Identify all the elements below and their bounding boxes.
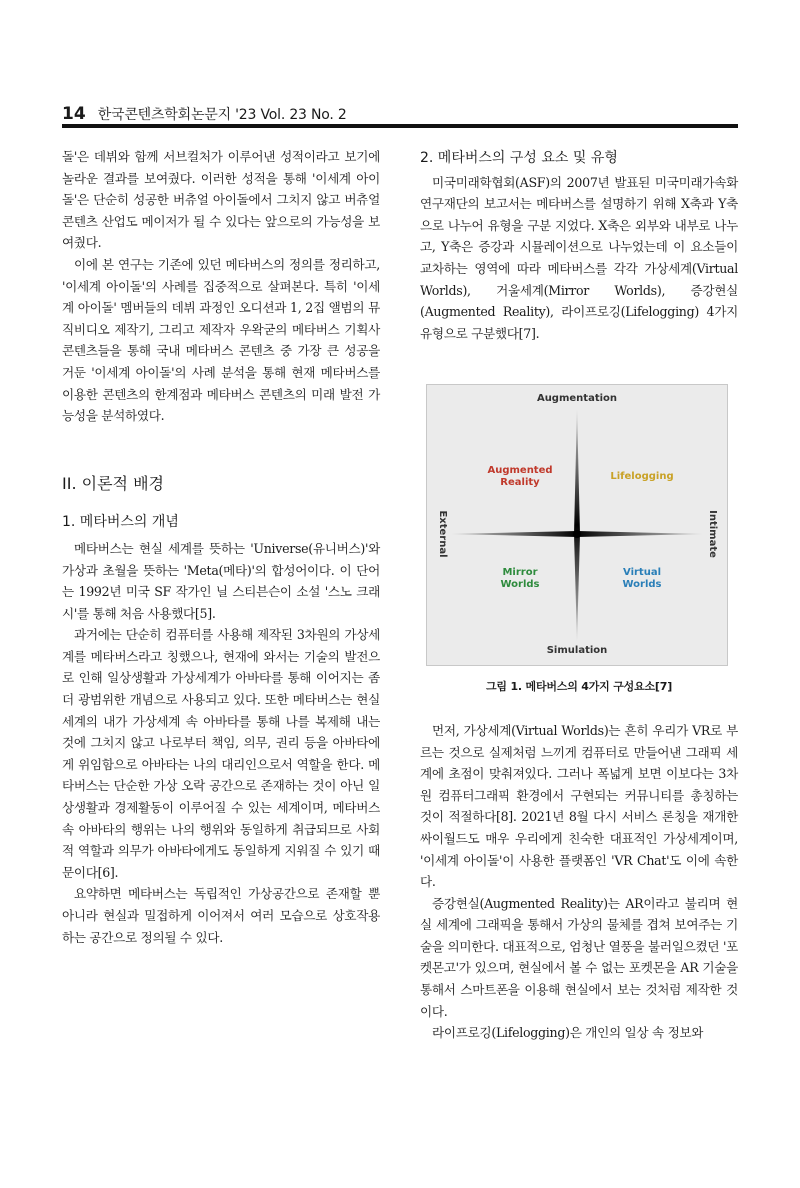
paragraph: 메타버스는 현실 세계를 뜻하는 'Universe(유니버스)'와 가상과 초월을 뜻하는 'Meta(메타)'의 합성어이다. 이 단어는 1992년 미국 SF 작가인 닐 스티븐슨이 소설 '스노 크래시'를 통해 처음 사용했다[5]. (62, 540, 380, 621)
paragraph: 라이프로깅(Lifelogging)은 개인의 일상 속 정보와 (432, 1025, 704, 1041)
right-column (420, 146, 738, 1044)
figure-caption: 그림 1. 메타버스의 4가지 구성요소[7] (485, 680, 673, 694)
axis-label-top: Augmentation (536, 393, 618, 405)
journal-title: 한국콘텐츠학회논문지 '23 Vol. 23 No. 2 (97, 107, 347, 123)
paragraph: 증강현실(Augmented Reality)는 AR이라고 불리며 현실 세계에 그래픽을 통해서 가상의 물체를 겹쳐 보여주는 기술을 의미한다. 대표적으로, 엄청난 열풍을 불러일으켰던 '포켓몬고'가 있으며, 현실에서 볼 수 없는 포켓몬을 AR 기술을 통해서 스마트폰을 이용해 현실에서 보는 것처럼 제작한 것이다. (420, 895, 738, 1019)
quadrant-mirror-worlds: Mirror Worlds (500, 567, 540, 591)
header-rule (62, 124, 738, 128)
quadrant-virtual-worlds: Virtual Worlds (622, 567, 662, 591)
quadrant-axes (427, 385, 727, 665)
subsection-title: 1. 메타버스의 개념 (62, 514, 179, 531)
paragraph: 이에 본 연구는 기존에 있던 메타버스의 정의를 정리하고, '이세계 아이돌'의 사례를 집중적으로 살펴본다. 특히 '이세계 아이돌' 멤버들의 데뷔 과정인 오디션과 1, 2집 앨범의 뮤직비디오 제작기, 그리고 제작자 우왁굳의 메타버스 기획사 콘텐츠들을 통해 국내 메타버스 콘텐츠 중 가장 큰 성공을 거둔 '이세계 아이돌'의 사례 분석을 통해 현재 메타버스를 이용한 콘텐츠의 한계점과 메타버스 콘텐츠의 미래 발전 가능성을 분석하였다. (62, 256, 380, 424)
axis-label-bottom: Simulation (546, 645, 608, 657)
paragraph: 과거에는 단순히 컴퓨터를 사용해 제작된 3차원의 가상세계를 메타버스라고 칭했으나, 현재에 와서는 기술의 발전으로 인해 일상생활과 가상세계가 아바타를 통해 이어지는 좀 더 광범위한 개념으로 사용되고 있다. 또한 메타버스는 현실 세계의 내가 가상세계 속 아바타를 통해 나를 복제해 내는 것에 그치지 않고 나로부터 책임, 의무, 권리 등을 아바타에게 위임함으로 아바타는 나의 대리인으로서 역할을 한다. 메타버스는 단순한 가상 오락 공간으로 존재하는 것이 아닌 일상생활과 경제활동이 이루어질 수 있는 세계이며, 메타버스 속 아바타의 행위는 나의 행위와 동일하게 취급되므로 사회적 역할과 의무가 아바타에게도 동일하게 지워질 수 있기 때문이다[6]. (62, 627, 380, 880)
axis-label-right: Intimate (707, 510, 718, 559)
paragraph: 미국미래학협회(ASF)의 2007년 발표된 미국미래가속화연구재단의 보고서는 메타버스를 설명하기 위해 X축과 Y축으로 나누어 유형을 구분 지었다. X축은 외부와 내부로 나누고, Y축은 증강과 시뮬레이션으로 나누었는데 이 요소들이 교차하는 영역에 따라 메타버스를 각각 가상세계(Virtual Worlds), 거울세계(Mirror Worlds), 증강현실(Augmented Reality), 라이프로깅(Lifelogging) 4가지 유형으로 구분했다[7]. (420, 174, 738, 341)
paragraph: 요약하면 메타버스는 독립적인 가상공간으로 존재할 뿐 아니라 현실과 밀접하게 이어져서 여러 모습으로 상호작용하는 공간으로 정의될 수 있다. (62, 886, 380, 945)
y-axis (574, 409, 580, 641)
page-number: 14 (62, 104, 86, 124)
subsection-title: 2. 메타버스의 구성 요소 및 유형 (420, 150, 618, 166)
quadrant-augmented-reality: Augmented Reality (487, 465, 553, 489)
axis-origin (573, 530, 581, 538)
quadrant-lifelogging: Lifelogging (610, 471, 674, 483)
paragraph: 돌'은 데뷔와 함께 서브컬처가 이루어낸 성적이라고 보기에 놀라운 결과를 보여줬다. 이러한 성적을 통해 '이세계 아이돌'은 단순히 성공한 버츄얼 아이돌에서 그치지 않고 버츄얼 콘텐츠 산업도 메이저가 될 수 있다는 앞으로의 가능성을 보여줬다. (62, 149, 380, 251)
section-title: II. 이론적 배경 (62, 473, 164, 493)
metaverse-quadrant-figure (426, 384, 728, 666)
axis-label-left: External (437, 510, 448, 558)
left-column (62, 146, 380, 948)
paragraph: 먼저, 가상세계(Virtual Worlds)는 흔히 우리가 VR로 부르는 것으로 실제처럼 느끼게 컴퓨터로 만들어낸 그래픽 세계에 초점이 맞춰져있다. 그러나 폭넓게 보면 이보다는 3차원 컴퓨터그래픽 환경에서 구현되는 커뮤니티를 총칭하는 것이 적절하다[8]. 2021년 8월 다시 서비스 론칭을 재개한 싸이월드도 매우 우리에게 친숙한 대표적인 가상세계이며, '이세계 아이돌'이 사용한 플랫폼인 'VR Chat'도 이에 속한다. (420, 722, 738, 890)
page-header (62, 98, 738, 124)
